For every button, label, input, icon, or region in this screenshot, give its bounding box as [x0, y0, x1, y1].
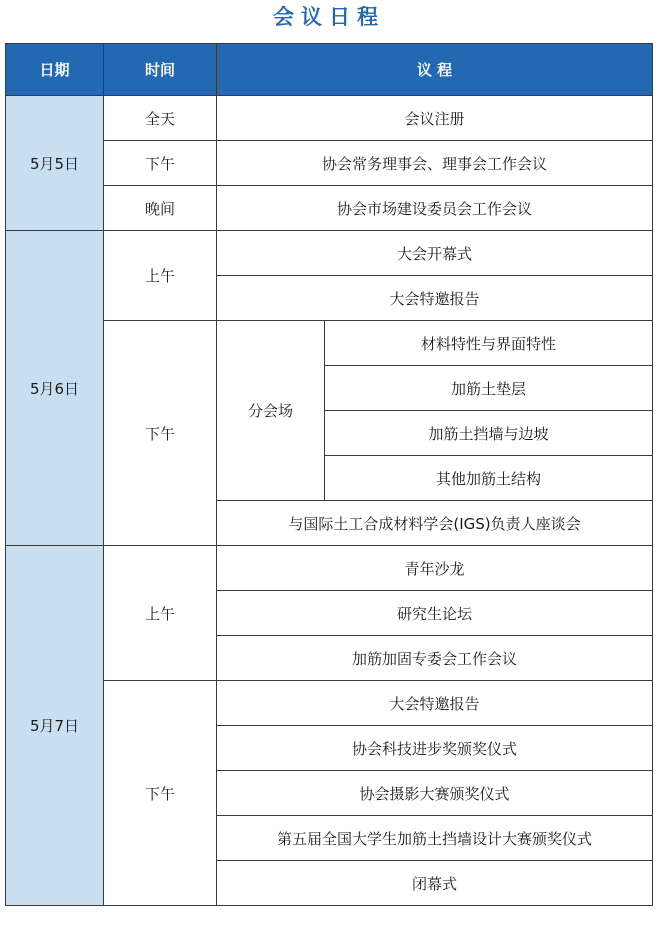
agenda-cell: 研究生论坛	[217, 591, 653, 636]
time-cell: 上午	[104, 546, 217, 681]
subvenue-cell: 分会场	[217, 321, 325, 501]
date-cell: 5月6日	[6, 231, 104, 546]
agenda-cell: 其他加筋土结构	[325, 456, 653, 501]
page-title: 会议日程	[273, 5, 385, 29]
header-date: 日期	[6, 44, 104, 96]
agenda-cell: 青年沙龙	[217, 546, 653, 591]
time-cell: 晚间	[104, 186, 217, 231]
table-row	[6, 231, 653, 276]
table-row	[6, 96, 653, 141]
table-row	[6, 141, 653, 186]
time-cell: 下午	[104, 681, 217, 906]
header-time: 时间	[104, 44, 217, 96]
agenda-cell: 会议注册	[217, 96, 653, 141]
agenda-cell: 加筋土挡墙与边坡	[325, 411, 653, 456]
agenda-cell: 加筋加固专委会工作会议	[217, 636, 653, 681]
agenda-cell: 第五届全国大学生加筋土挡墙设计大赛颁奖仪式	[217, 816, 653, 861]
time-cell: 上午	[104, 231, 217, 321]
agenda-cell: 协会科技进步奖颁奖仪式	[217, 726, 653, 771]
header-agenda: 议 程	[217, 44, 653, 96]
table-row	[6, 321, 653, 366]
agenda-cell: 大会开幕式	[217, 231, 653, 276]
agenda-cell: 材料特性与界面特性	[325, 321, 653, 366]
date-cell: 5月7日	[6, 546, 104, 906]
agenda-cell: 与国际土工合成材料学会(IGS)负责人座谈会	[217, 501, 653, 546]
schedule-table	[5, 43, 653, 906]
agenda-cell: 协会市场建设委员会工作会议	[217, 186, 653, 231]
date-cell: 5月5日	[6, 96, 104, 231]
table-header-row	[6, 44, 653, 96]
table-row	[6, 546, 653, 591]
agenda-cell: 协会摄影大赛颁奖仪式	[217, 771, 653, 816]
table-row	[6, 681, 653, 726]
agenda-cell: 闭幕式	[217, 861, 653, 906]
agenda-cell: 协会常务理事会、理事会工作会议	[217, 141, 653, 186]
agenda-cell: 加筋土垫层	[325, 366, 653, 411]
time-cell: 全天	[104, 96, 217, 141]
agenda-cell: 大会特邀报告	[217, 681, 653, 726]
agenda-cell: 大会特邀报告	[217, 276, 653, 321]
table-row	[6, 186, 653, 231]
time-cell: 下午	[104, 321, 217, 546]
time-cell: 下午	[104, 141, 217, 186]
